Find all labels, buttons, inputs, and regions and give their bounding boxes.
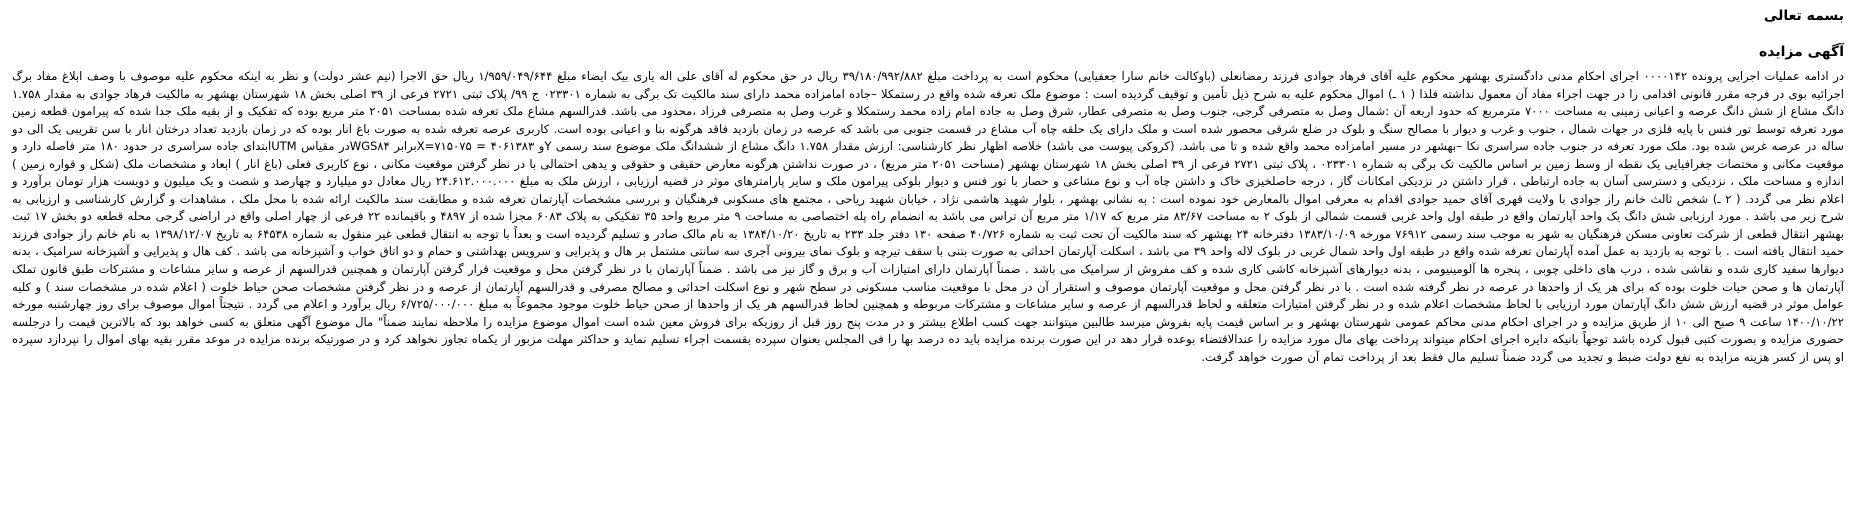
- notice-title: آگهی مزایده: [1758, 44, 1844, 60]
- notice-body: در ادامه عملیات اجرایی پرونده ۰۰۰۰۱۴۲ اجرای احکام مدنی دادگستری بهشهر محکوم علیه آقای فرهاد جوادی فرزند رمضانعلی (باوکالت خانم سارا جعفیایی) محکوم است به پرداخت مبلغ ۳۹/۱۸۰/۹۹۲/۸۸۲ ریال در حق محکوم له آقای علی اله یاری بیک ایضاء مبلغ ۱/۹۵۹/۰۴۹/۶۴۴ ریال حق الاجرا (نیم عشر دولت) و نظر به اینکه محکوم علیه موصوف با وصف ابلاغ مفاد برگ اجرائیه بوی در فرجه مقرر قانونی اقدامی را در جهت اجراء مفاد آن معمول نداشته فلذا ( ۱ ـ) اموال محکوم علیه به شرح ذیل تأمین و توقیف گردیده است : موضوع ملک تعرفه شده واقع در رستمکلا –جاده امامزاده محمد دارای سند مالکیت تک برگی به شماره ۰۲۳۳۰۱ ج ۹۹/ پلاک ثبتی ۲۷۲۱ فرعی از ۳۹ اصلی بخش ۱۸ شهرستان بهشهر به مالکیت فرهاد جوادی به مقدار ۱.۷۵۸ دانگ مشاع از شش دانگ عرصه و اعیانی زمینی به مساحت ۷۰۰۰ مترمربع که حدود اربعه آن :شمال وصل به متصرفی گرجی، جنوب وصل به متصرفی عطار، شرق وصل به جاده امام زاده محمد رستمکلا و غرب وصل به متصرفی فرزاد ،محدود می باشد. قدرالسهم مشاع ملک تعرفه شده بمساحت ۲۰۵۱ متر مربع بوده که تفکیک و از بقیه ملک جدا شده که پیرامون قطعه زمین مورد تعرفه توسط تور فنس با پایه فلزی در جهات شمال ، جنوب و غرب و دیوار با مصالح سنگ و بلوک در ضلع شرقی محصور شده است و ملک دارای یک حلقه چاه آب مشاع در قسمت جنوبی می باشد که عرصه در زمان بازدید فاقد هرگونه بنا و اعیانی بوده است. کاربری عرصه تعرفه شده به صورت باغ انار بوده که در زمان بازدید تعداد درختان انار با سن تقریبی یک الی دو ساله در عرصه غرس شده بود. ملک مورد تعرفه در جنوب جاده سراسری نکا –بهشهر در مسیر امامزاده محمد واقع شده و تا می باشد. (کروکی پیوست می باشد) خلاصه اظهار نظر کارشناسی: ارزش مقدار ۱.۷۵۸ دانگ مشاع از ششدانگ ملک موضوع سند رسمی Yو ۴۰۶۱۳۸۳ = ۷۱۵۰۷۵=Xبرابر WGS۸۴در مقیاس UTMابتدای جاده سراسری در حدود ۱۸۰ متر فاصله دارد و موقعیت مکانی و مختصات جغرافیایی یک نقطه از وسط زمین بر اساس مالکیت تک برگی به شماره ۰۲۳۳۰۱ ، پلاک ثبتی ۲۷۲۱ فرعی از ۳۹ اصلی بخش ۱۸ شهرستان بهشهر (مساحت ۲۰۵۱ متر مربع) ، در صورت نداشتن هرگونه معارض حقیقی و حقوقی و یدهی احتمالی با در نظر گرفتن موقعیت مکانی ، نوع کاربری فعلی (باغ انار ) ابعاد و مشخصات ملک (شکل و قواره زمین ) اندازه و مساحت ملک ، نزدیکی و دسترسی آسان به جاده ارتباطی ، قرار داشتن در نزدیکی امکانات گاز ، درجه حاصلخیزی خاک و داشتن چاه آب و نوع مشاعی و حصار با تور فنس و دیوار بلوکی پیرامون ملک و سایر پارامترهای موثر در قضیه ارزیابی ، ارزش ملک به مبلغ ۲۴.۶۱۲.۰۰۰.۰۰۰ ریال معادل دو میلیارد و چهارصد و شصت و یک میلیون و دویست هزار تومان برآورد و اعلام نظر می گردد. ( ۲ ـ) شخص ثالث خانم راز جوادی با ولایت قهری آقای حمید جوادی اقدام به معرفی اموال بالمعارض خود نموده است : به نشانی بهشهر ، بلوار شهید هاشمی نژاد ، خیابان شهید ریاحی ، مجتمع های مسکونی فرهنگیان و بررسی مشخصات آپارتمان تعرفه شده و مطابقت سند مالکیت ارائه شده با محل ملک ، مشاهدات و گزارش کارشناسی و ارزیابی به شرح زیر می باشد . مورد ارزیابی شش دانگ یک واحد آپارتمان واقع در طبقه اول واحد غربی قسمت شمالی از بلوک ۲ به مساحت ۸۳/۶۷ متر مربع که ۱/۱۷ متر مربع آن تراس می باشد به انضمام راه پله اختصاصی به مساحت ۹ متر مربع واحد ۳۵ تفکیکی به پلاک ۶۰۸۳ مجزا شده از ۴۸۹۷ و باقیمانده ۲۲ فرعی از چهار اصلی واقع در اراضی گرجی محله قطعه دو بخش ۱۷ ثبت بهشهر انتقال قطعی از شرکت تعاونی مسکن فرهنگیان به شهر به موجب سند رسمی ۷۶۹۱۲ مورخه ۱۳۸۳/۱۰/۰۹ دفترخانه ۲۴ بهشهر که سند مالکیت آن تحت ثبت به شماره ۴۰/۷۲۶ صفحه ۱۳۰ دفتر جلد ۲۳۳ به تاریخ ۱۳۸۴/۱۰/۲۰ به نام مالک صادر و تسلیم گردیده است و بعداً با توجه به انتقال قطعی غیر منقول به شماره ۶۴۵۳۸ به تاریخ ۱۳۹۸/۱۲/۰۷ به نام خانم راز جوادی فرزند حمید انتقال یافته است . با توجه به بازدید به عمل آمده آپارتمان تعرفه شده واقع در طبقه اول واحد شمال غربی در بلوک لاله واحد ۳۹ می باشد ، اسکلت آپارتمان احداثی به صورت بتنی با سقف تیرچه و بلوک نمای بیرونی آجری سه سانتی مشتمل بر هال و پذیرایی و سرویس بهداشتی و حمام و دو اتاق خواب و آشپزخانه می باشد . کف هال و پذیرایی و آشپزخانه سرامیک ، بدنه دیوارها سفید کاری شده و نقاشی شده ، درب های داخلی چوبی ، پنجره ها آلومینیومی ، بدنه دیوارهای آشپزخانه کاشی کاری شده و کف مفروش از سرامیک می باشد . ضمناً آپارتمان دارای امتیازات آب و برق و گاز نیز می باشد . ضمناً آپارتمان با در نظر گرفتن محل و موقعیت قرار گرفتن آپارتمان و همچنین قدرالسهم از عرصه و سایر مشاعات و مشترکات طبق قانون تملک آپارتمان ها و صحن حیات خلوت بوده که برای هر یک از واحدها در عرصه در نظر گرفته شده است . با در نظر گرفتن محل و موقعیت آپارتمان موصوف و استقرار آن در محل با موقعیت مناسب مسکونی در سطح شهر و نوع اسکلت احداثی و مصالح مصرفی و قدرالسهم آپارتمان از عرصه و در نظر گرفتن مشخصات صحن حیاط خلوت ( اعلام شده در مشخصات سند ) و کلیه عوامل موثر در قضیه ارزش شش دانگ آپارتمان مورد ارزیابی با لحاظ مشخصات اعلام شده و در نظر گرفتن امتیازات متعلقه و لحاظ قدرالسهم از عرصه و سایر مشاعات و مشترکات مربوطه و همچنین لحاظ قدرالسهم هر یک از واحدها از صحن حیاط خلوت موجود مجموعاً به مبلغ ۶/۷۲۵/۰۰۰/۰۰۰ ریال برآورد و اعلام می گردد . نتیجتاً اموال موصوف برای روز چهارشنبه مورخه ۱۴۰۰/۱۰/۲۲ ساعت ۹ صبح الی ۱۰ از طریق مزایده و در اجرای احکام مدنی محاکم عمومی شهرستان بهشهر و بر اساس قیمت پایه بفروش میرسد طالبین میتوانند جهت کسب اطلاع بیشتر و در مدت پنج روز قبل از روزیکه برای فروش معین شده است اموال موضوع مزایده را ملاحظه نمایند ضمناً" مال موضوع آگهی متعلق به کسی خواهد بود که بالاترین قیمت را درجلسه حضوری مزایده و بصورت کتبی قبول کرده باشد توجهاً بانیکه دایره اجرای احکام میتواند پرداخت بهای مال مورد مزایده را عندالاقتضاء بوعده قرار دهد در این صورت برنده مزایده باید ده درصد بها را فی المجلس بعنوان سپرده بقسمت اجراء تسلیم نماید و حداکثر مهلت مزبور از یکماه تجاوز نخواهد کرد و در صورتیکه برنده مزایده در موعد مقرر بقیه بهای اموال را نپردازد سپرده او پس از کسر هزینه مزایده به نفع دولت ضبط و تجدید می گردد ضمناً تسلیم مال فقط بعد از پرداخت تمام آن صورت خواهد گرفت.: [12, 69, 1844, 364]
- invocation-heading: بسمه تعالی: [1763, 8, 1844, 24]
